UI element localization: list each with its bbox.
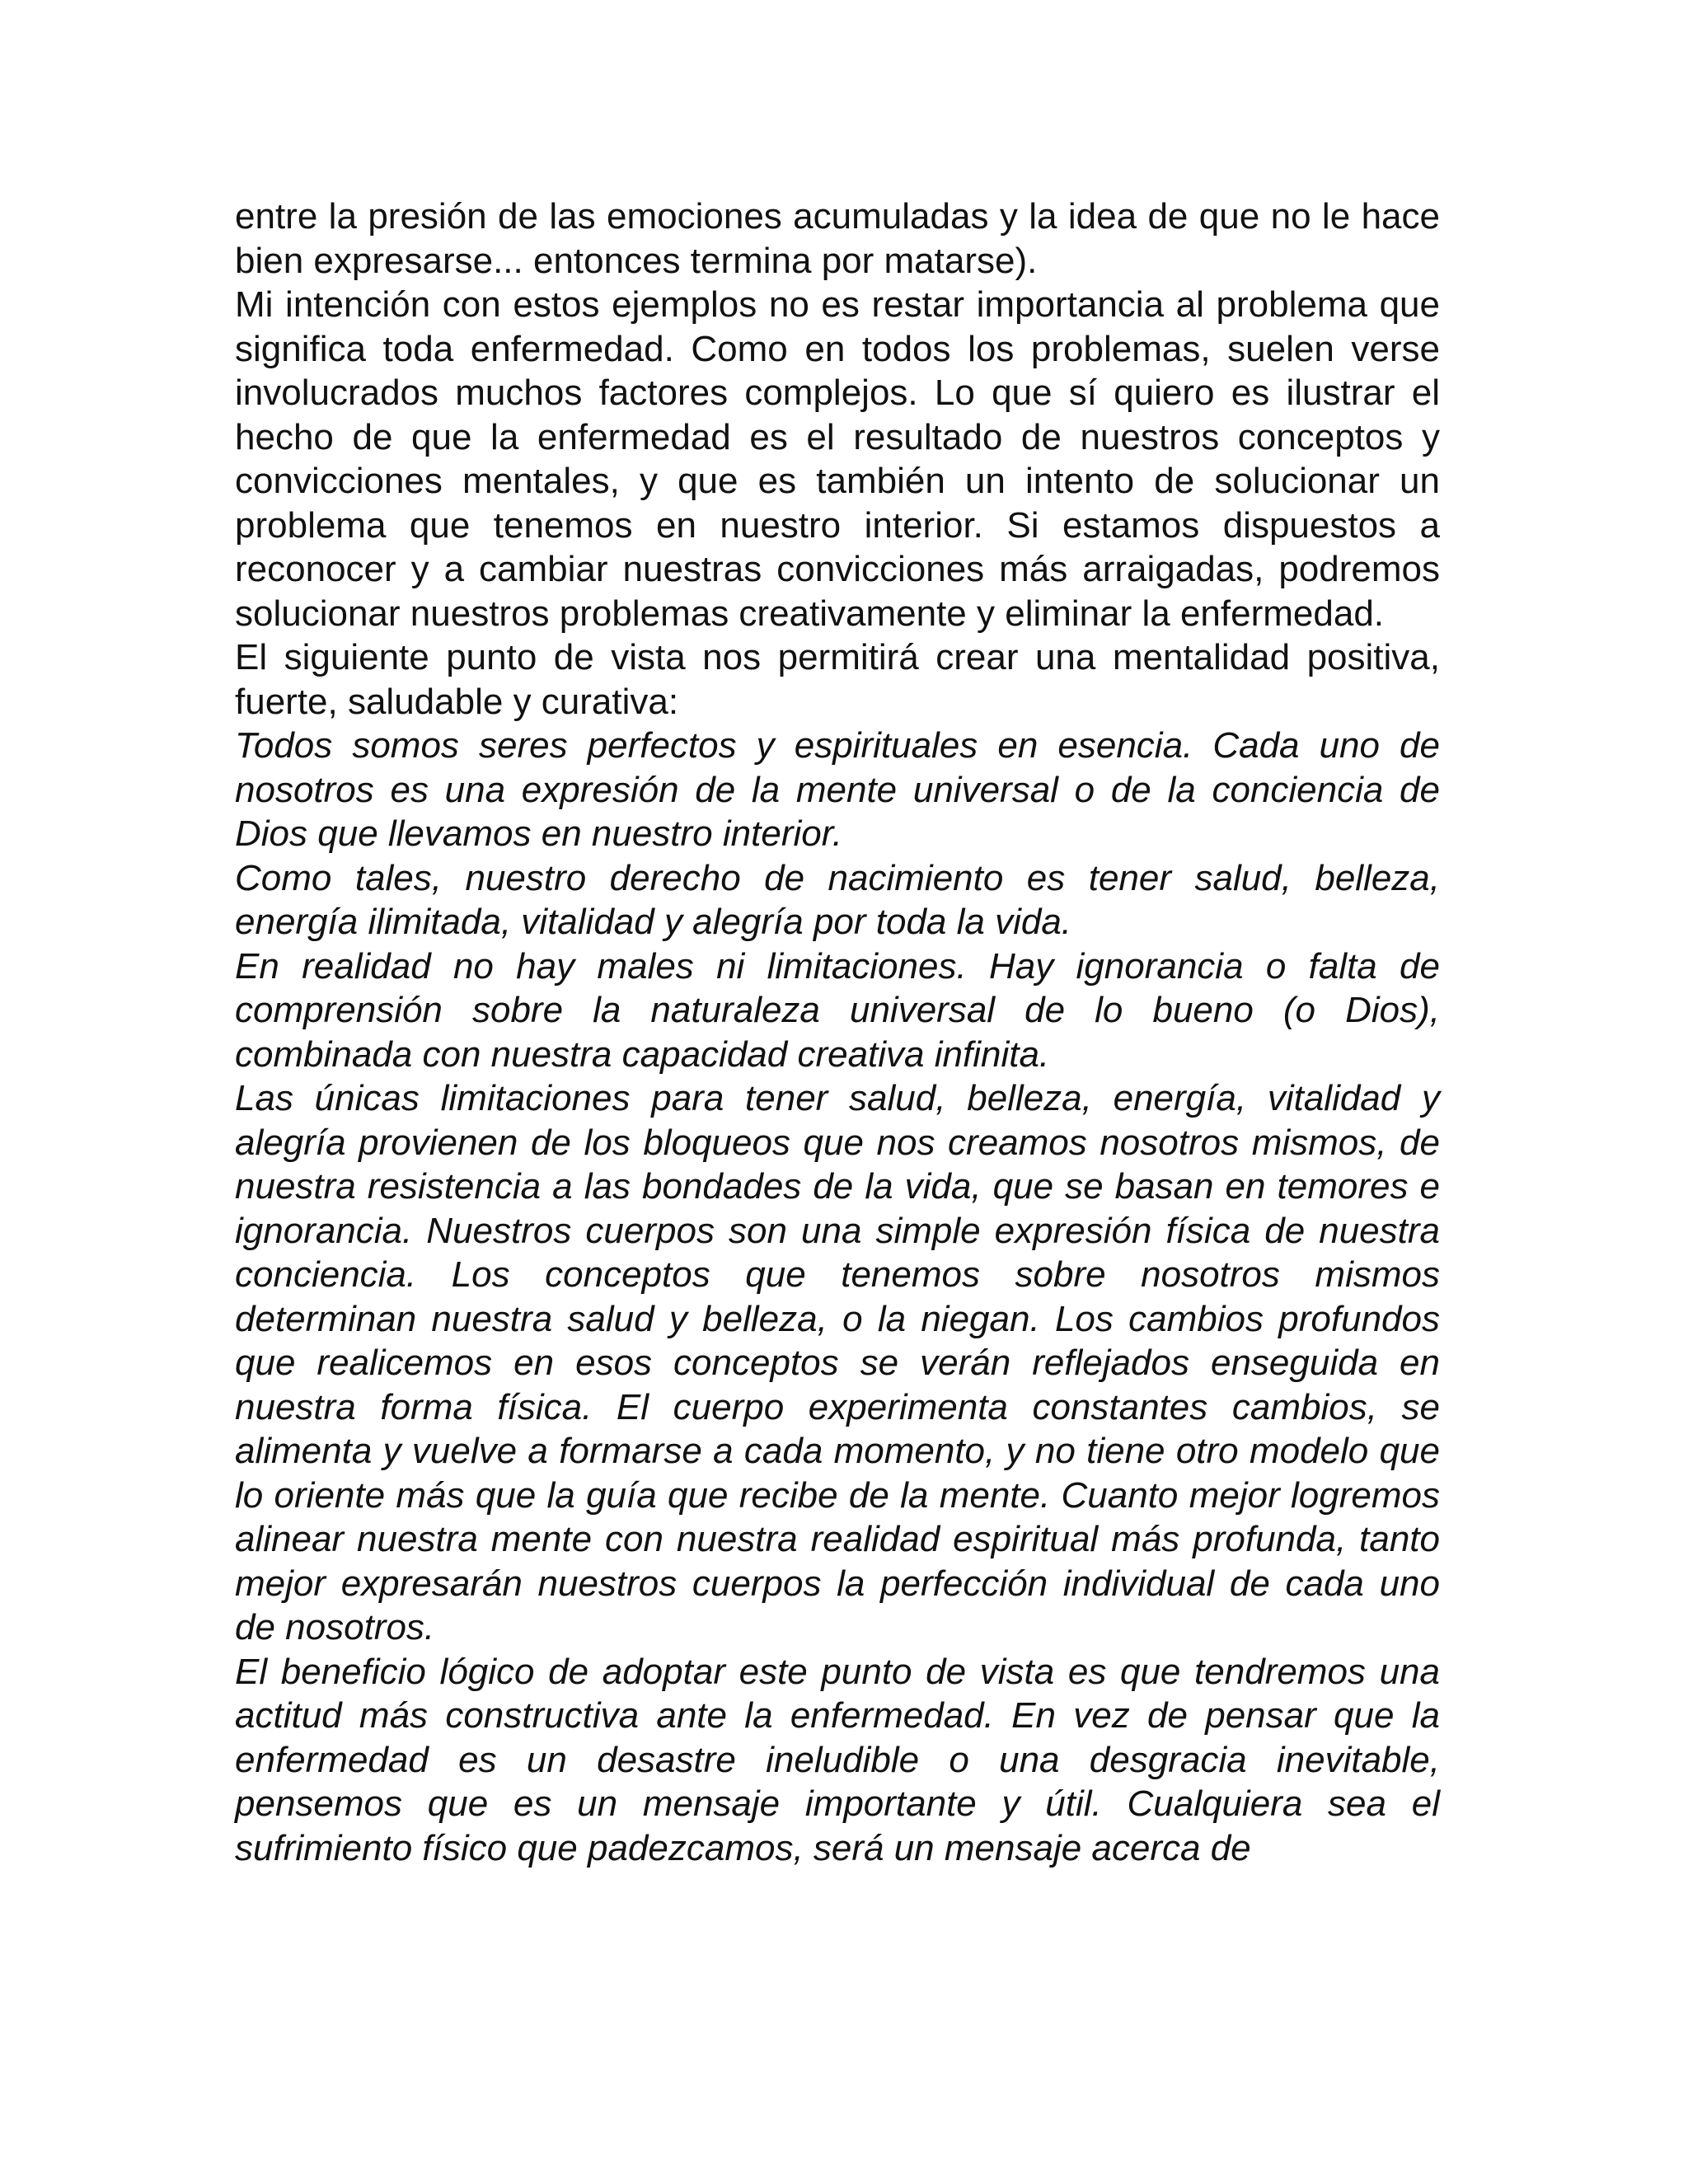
paragraph-7: Las únicas limitaciones para tener salud, belleza, energía, vitalidad y alegría provienen de los bloqueos que nos creamos nosotros mismos, de nuestra resistencia a las bondades de la vida, que se basan en temores e ignorancia. Nuestros cuerpos son una simple expresión física de nuestra conciencia. Los conceptos que tenemos sobre nosotros mismos determinan nuestra salud y belleza, o la niegan. Los cambios profundos que realicemos en esos conceptos se verán reflejados enseguida en nuestra forma física. El cuerpo experimenta constantes cambios, se alimenta y vuelve a formarse a cada momento, y no tiene otro modelo que lo oriente más que la guía que recibe de la mente. Cuanto mejor logremos alinear nuestra mente con nuestra realidad espiritual más profunda, tanto mejor expresarán nuestros cuerpos la perfección individual de cada uno de nosotros.: [235, 1078, 1440, 1647]
paragraph-2: Mi intención con estos ejemplos no es restar importancia al problema que significa toda enfermedad. Como en todos los problemas, suelen verse involucrados muchos factores complejos. Lo que sí quiero es ilustrar el hecho de que la enfermedad es el resultado de nuestros conceptos y convicciones mentales, y que es también un intento de solucionar un problema que tenemos en nuestro interior. Si estamos dispuestos a reconocer y a cambiar nuestras convicciones más arraigadas, podremos solucionar nuestros problemas creativamente y eliminar la enfermedad.: [235, 284, 1440, 634]
paragraph-8: El beneficio lógico de adoptar este punto de vista es que tendremos una actitud más constructiva ante la enfermedad. En vez de pensar que la enfermedad es un desastre ineludible o una desgracia inevitable, pensemos que es un mensaje importante y útil. Cualquiera sea el sufrimiento físico que padezcamos, será un mensaje acerca de: [235, 1651, 1440, 1868]
paragraph-3: El siguiente punto de vista nos permitirá crear una mentalidad positiva, fuerte, saludable y curativa:: [235, 637, 1440, 722]
paragraph-6: En realidad no hay males ni limitaciones. Hay ignorancia o falta de comprensión sobre la naturaleza universal de lo bueno (o Dios), combinada con nuestra capacidad creativa infinita.: [235, 945, 1440, 1075]
paragraph-5: Como tales, nuestro derecho de nacimiento es tener salud, belleza, energía ilimitada, vitalidad y alegría por toda la vida.: [235, 857, 1440, 942]
paragraph-4: Todos somos seres perfectos y espirituales en esencia. Cada uno de nosotros es una expresión de la mente universal o de la conciencia de Dios que llevamos en nuestro interior.: [235, 725, 1440, 854]
paragraph-1: entre la presión de las emociones acumuladas y la idea de que no le hace bien expresarse... entonces termina por matarse).: [235, 196, 1440, 281]
body-text: [235, 194, 1440, 1870]
